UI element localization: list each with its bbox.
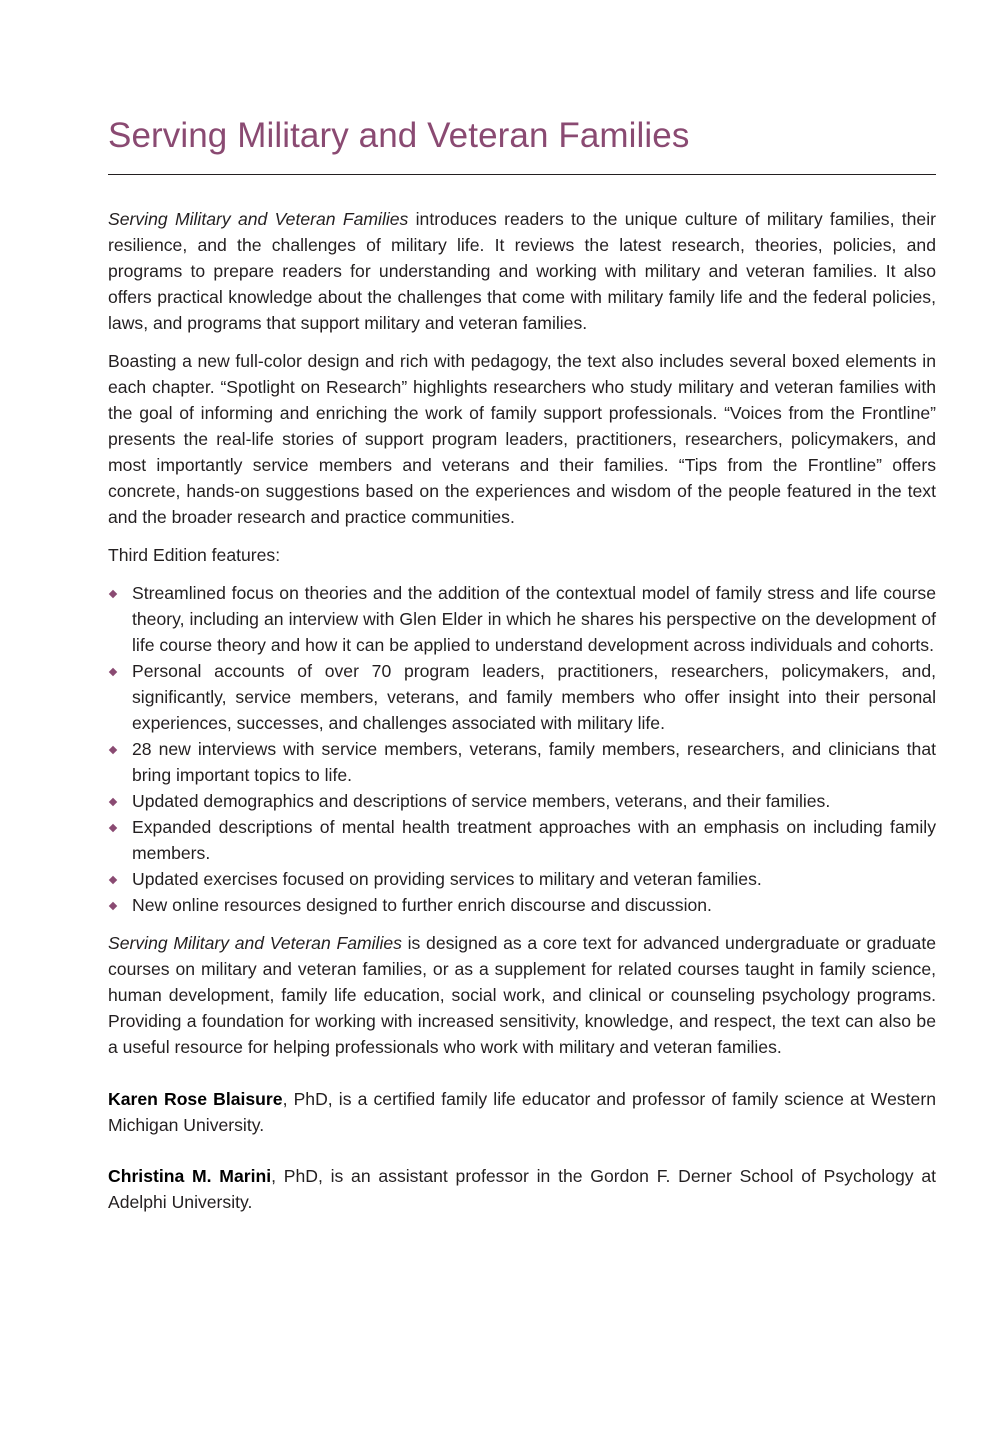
author-bio xyxy=(108,1086,936,1138)
bullet-diamond-icon xyxy=(109,590,117,598)
bullet-diamond-icon xyxy=(109,668,117,676)
audience-paragraph xyxy=(108,930,936,1060)
intro-text: introduces readers to the unique culture of military families, their resilience, and the challenges of military life. It reviews the latest research, theories, policies, and programs to prepare readers for understanding and working with military and veteran families. It also offers practical knowledge about the challenges that come with military family life and the federal policies, laws, and programs that support military and veteran families. xyxy=(108,209,936,333)
feature-text: Personal accounts of over 70 program leaders, practitioners, researchers, policymakers, and, significantly, service members, veterans, and family members who offer insight into their personal experiences, successes, and challenges associated with military life. xyxy=(132,661,936,733)
author-name: Christina M. Marini xyxy=(108,1166,272,1186)
feature-item xyxy=(108,736,936,788)
intro-paragraph xyxy=(108,206,936,336)
page-title: Serving Military and Veteran Families xyxy=(108,116,690,155)
author-bio xyxy=(108,1163,936,1215)
bullet-diamond-icon xyxy=(109,798,117,806)
feature-item xyxy=(108,814,936,866)
page xyxy=(108,112,936,1240)
bullet-diamond-icon xyxy=(109,824,117,832)
features-list xyxy=(108,580,936,918)
intro-book-title: Serving Military and Veteran Families xyxy=(108,209,409,229)
author-bio-text: , PhD, is an assistant professor in the Gordon F. Derner School of Psychology at Adelphi University. xyxy=(108,1166,936,1212)
feature-item xyxy=(108,788,936,814)
author-name: Karen Rose Blaisure xyxy=(108,1089,283,1109)
feature-text: Updated demographics and descriptions of service members, veterans, and their families. xyxy=(132,791,831,811)
section-spacer xyxy=(108,1072,936,1086)
bullet-diamond-icon xyxy=(109,876,117,884)
feature-item xyxy=(108,892,936,918)
audience-book-title: Serving Military and Veteran Families xyxy=(108,933,402,953)
title-divider xyxy=(108,174,936,175)
boxed-elements-paragraph: Boasting a new full-color design and rich with pedagogy, the text also includes several boxed elements in each chapter. “Spotlight on Research” highlights researchers who study military and veteran families with the goal of informing and enriching the work of family support professionals. “Voices from the Frontline” presents the real-life stories of support program leaders, practitioners, researchers, policymakers, and most importantly service members and veterans and their families. “Tips from the Frontline” offers concrete, hands-on suggestions based on the experiences and wisdom of the people featured in the text and the broader research and practice communities. xyxy=(108,351,936,527)
features-label: Third Edition features: xyxy=(108,545,281,565)
feature-item xyxy=(108,866,936,892)
bullet-diamond-icon xyxy=(109,902,117,910)
feature-text: Expanded descriptions of mental health treatment approaches with an emphasis on including family members. xyxy=(132,817,936,863)
feature-text: 28 new interviews with service members, veterans, family members, researchers, and clinicians that bring important topics to life. xyxy=(132,739,936,785)
feature-item xyxy=(108,658,936,736)
audience-text: is designed as a core text for advanced undergraduate or graduate courses on military and veteran families, or as a supplement for related courses taught in family science, human development, family life education, social work, and clinical or counseling psychology programs. Providing a foundation for working with increased sensitivity, knowledge, and respect, the text can also be a useful resource for helping professionals who work with military and veteran families. xyxy=(108,933,936,1057)
feature-text: Streamlined focus on theories and the addition of the contextual model of family stress and life course theory, including an interview with Glen Elder in which he shares his perspective on the development of life course theory and how it can be applied to understand development across individuals and cohorts. xyxy=(132,583,936,655)
bullet-diamond-icon xyxy=(109,746,117,754)
feature-item xyxy=(108,580,936,658)
feature-text: Updated exercises focused on providing services to military and veteran families. xyxy=(132,869,762,889)
author-bio-text: , PhD, is a certified family life educator and professor of family science at Western Michigan University. xyxy=(108,1089,936,1135)
description-body xyxy=(108,206,936,1215)
feature-text: New online resources designed to further enrich discourse and discussion. xyxy=(132,895,712,915)
